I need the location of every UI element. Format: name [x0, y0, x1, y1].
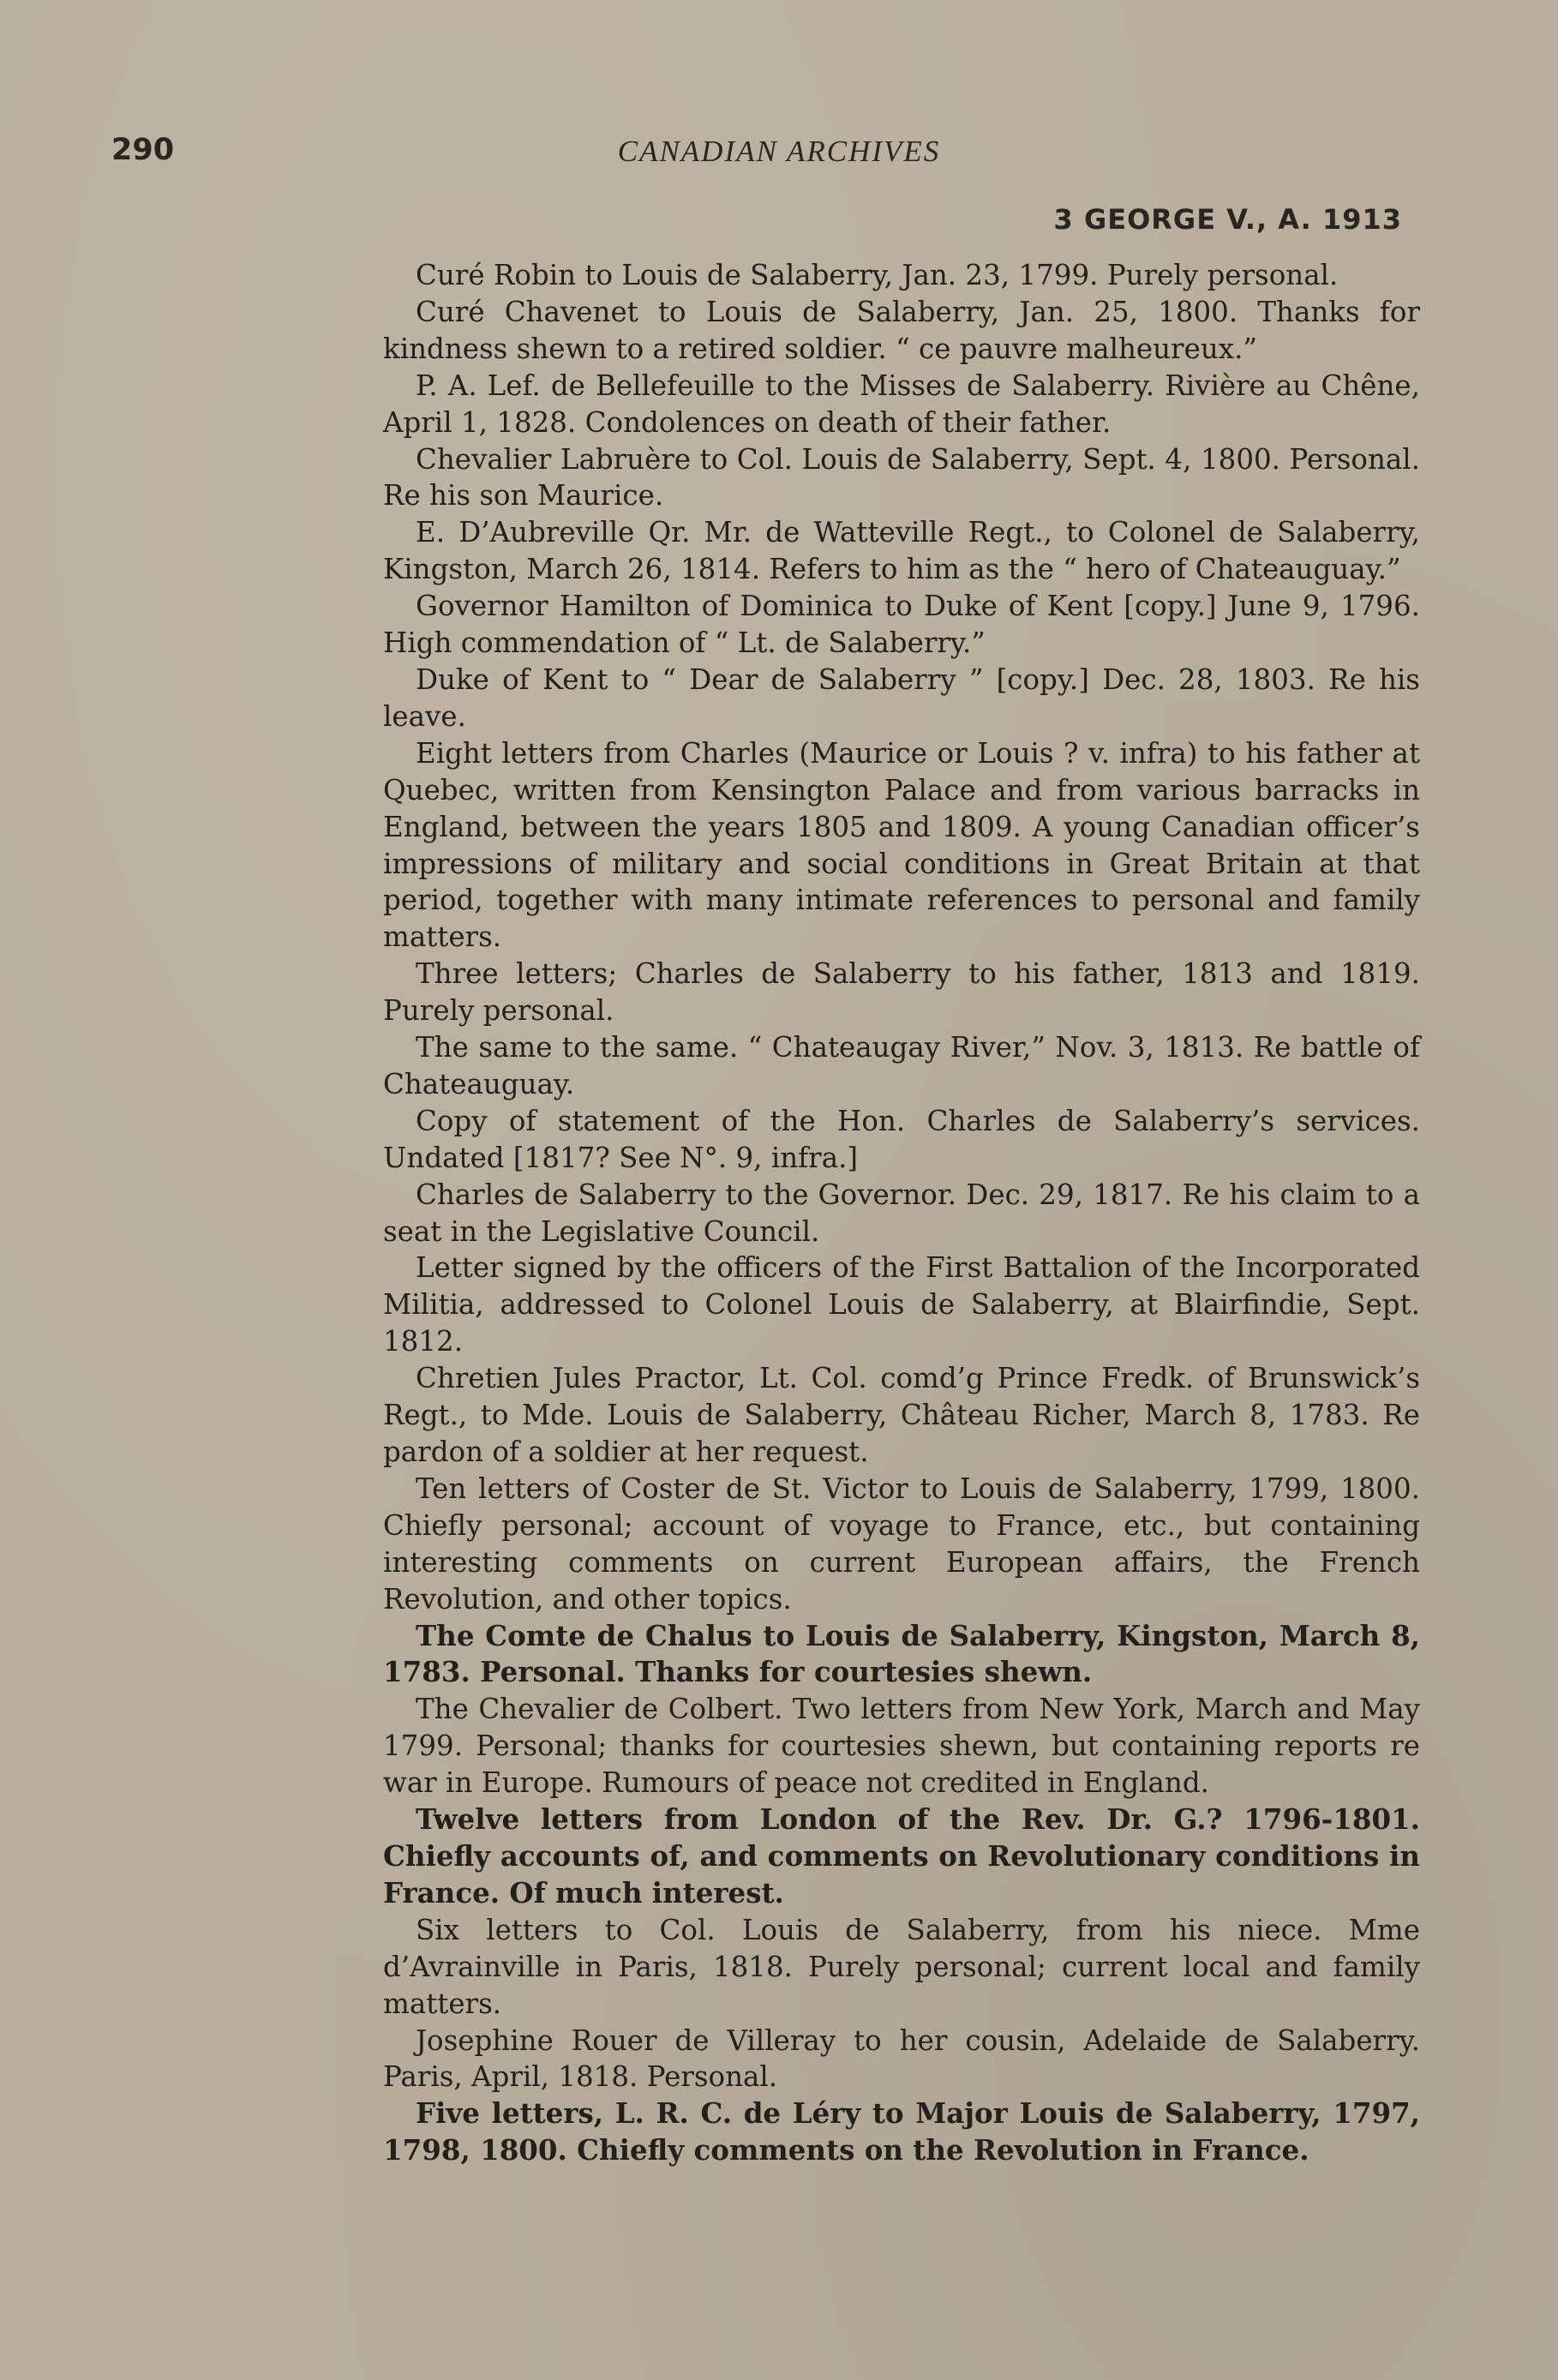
entry: Six letters to Col. Louis de Salaberry, from his niece. Mme d’Avrainville in Paris, 1818. Purely personal; current local and family matters.	[383, 1913, 1420, 2020]
calendar-entries	[383, 257, 1420, 2169]
entry: Duke of Kent to “ Dear de Salaberry ” [copy.] Dec. 28, 1803. Re his leave.	[383, 662, 1420, 733]
entry: P. A. Lef. de Bellefeuille to the Misses de Salaberry. Rivière au Chêne, April 1, 1828. Condolences on death of their father.	[383, 369, 1420, 439]
entry: Governor Hamilton of Dominica to Duke of Kent [copy.] June 9, 1796. High commendation of “ Lt. de Salaberry.”	[383, 590, 1420, 660]
entry: Curé Chavenet to Louis de Salaberry, Jan. 25, 1800. Thanks for kindness shewn to a retired soldier. “ ce pauvre malheureux.”	[383, 295, 1420, 365]
running-head: CANADIAN ARCHIVES	[617, 135, 941, 168]
page-number: 290	[111, 133, 175, 167]
entry: E. D’Aubreville Qr. Mr. de Watteville Regt., to Colonel de Salaberry, Kingston, March 26, 1814. Refers to him as the “ hero of Chateauguay.”	[383, 516, 1420, 586]
entry: Five letters, L. R. C. de Léry to Major Louis de Salaberry, 1797, 1798, 1800. Chiefly comments on the Revolution in France.	[383, 2096, 1420, 2167]
session-label: 3 GEORGE V., A. 1913	[1053, 203, 1402, 236]
entry: Chevalier Labruère to Col. Louis de Salaberry, Sept. 4, 1800. Personal. Re his son Maurice.	[383, 442, 1420, 513]
entry: Copy of statement of the Hon. Charles de Salaberry’s services. Undated [1817? See N°. 9, infra.]	[383, 1104, 1420, 1174]
entry: Ten letters of Coster de St. Victor to Louis de Salaberry, 1799, 1800. Chiefly personal; account of voyage to France, etc., but containing interesting comments on current European affairs, the French Revolution, and other topics.	[383, 1472, 1420, 1616]
entry: Charles de Salaberry to the Governor. Dec. 29, 1817. Re his claim to a seat in the Legislative Council.	[383, 1178, 1420, 1248]
entry: Twelve letters from London of the Rev. Dr. G.? 1796-1801. Chiefly accounts of, and comments on Revolutionary conditions in France. Of much interest.	[383, 1802, 1420, 1909]
entry: Eight letters from Charles (Maurice or Louis ? v. infra) to his father at Quebec, written from Kensington Palace and from various barracks in England, between the years 1805 and 1809. A young Canadian officer’s impressions of military and social conditions in Great Britain at that period, together with many intimate references to personal and family matters.	[383, 736, 1420, 954]
entry: Letter signed by the officers of the First Battalion of the Incorporated Militia, addressed to Colonel Louis de Salaberry, at Blairfindie, Sept. 1812.	[383, 1251, 1420, 1358]
entry: Chretien Jules Practor, Lt. Col. comd’g Prince Fredk. of Brunswick’s Regt., to Mde. Louis de Salaberry, Château Richer, March 8, 1783. Re pardon of a soldier at her request.	[383, 1362, 1420, 1468]
entry: The same to the same. “ Chateaugay River,” Nov. 3, 1813. Re battle of Chateauguay.	[383, 1031, 1420, 1100]
entry: Josephine Rouer de Villeray to her cousin, Adelaide de Salaberry. Paris, April, 1818. Personal.	[383, 2023, 1420, 2094]
entry: The Comte de Chalus to Louis de Salaberry, Kingston, March 8, 1783. Personal. Thanks for courtesies shewn.	[383, 1618, 1420, 1689]
entry: The Chevalier de Colbert. Two letters from New York, March and May 1799. Personal; thanks for courtesies shewn, but containing reports re war in Europe. Rumours of peace not credited in England.	[383, 1693, 1420, 1800]
entry: Three letters; Charles de Salaberry to his father, 1813 and 1819. Purely personal.	[383, 957, 1420, 1028]
entry: Curé Robin to Louis de Salaberry, Jan. 23, 1799. Purely personal.	[416, 259, 1339, 291]
